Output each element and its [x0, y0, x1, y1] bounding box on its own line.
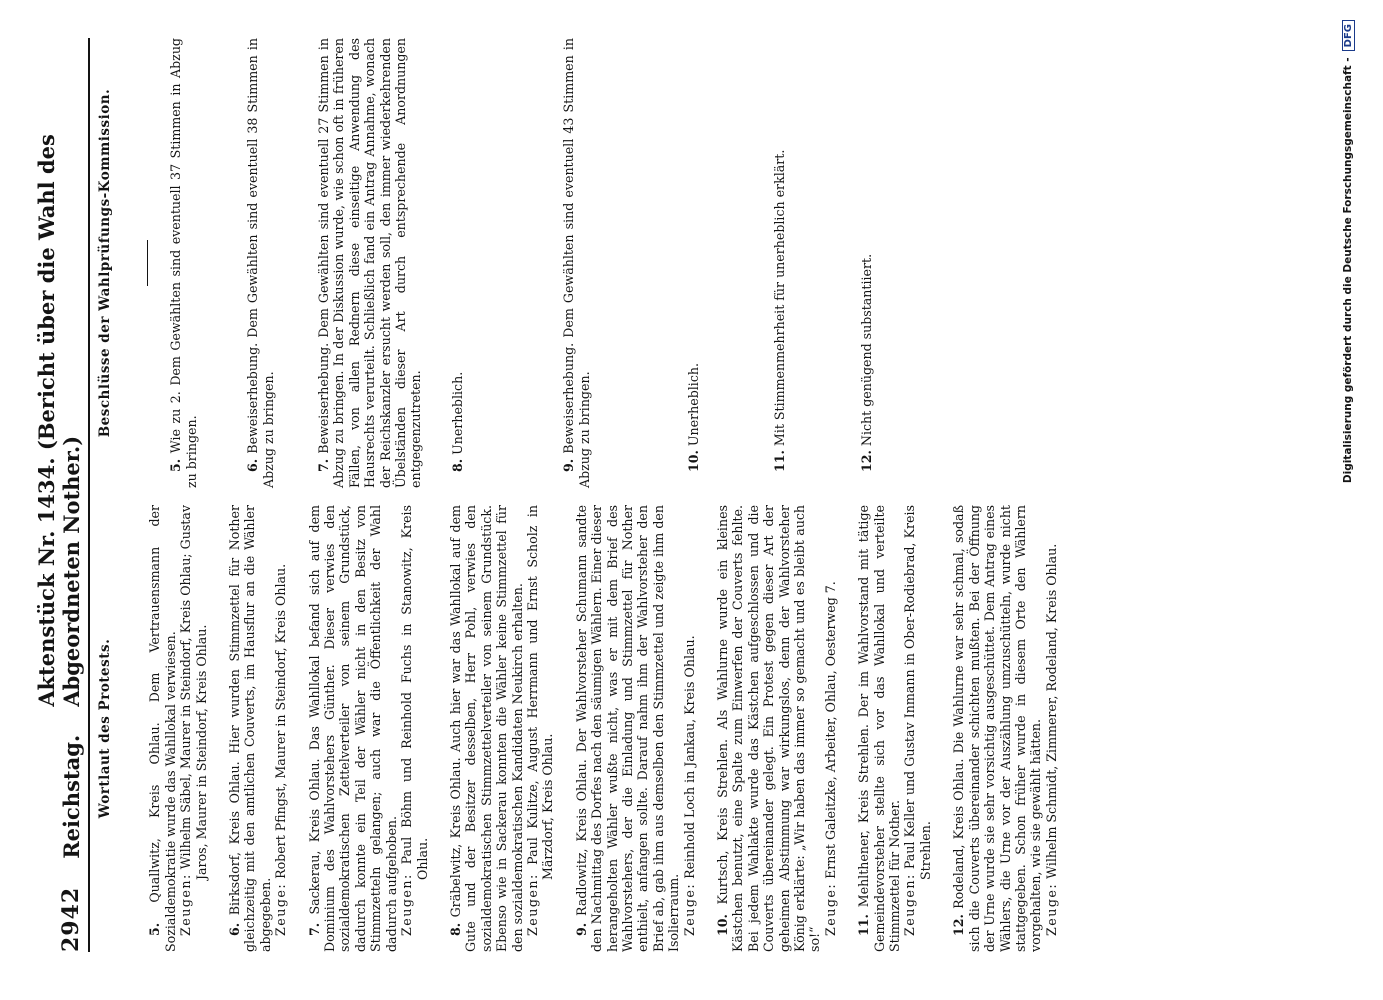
- witnesses-line: [273, 505, 288, 936]
- commission-decision: [316, 38, 424, 488]
- entry-number: 9.: [573, 922, 589, 936]
- funding-note: Digitalisierung gefördert durch die Deutsche Forschungsgemeinschaft -: [1342, 57, 1354, 484]
- protest-entry: [448, 505, 556, 952]
- commission-decision: [772, 38, 787, 488]
- dfg-logo-badge: DFG: [1342, 20, 1355, 51]
- witnesses-label: Zeugen:: [399, 873, 415, 936]
- commission-decision: [168, 38, 199, 488]
- witnesses-label: Zeugen:: [902, 873, 918, 936]
- witnesses-line: [902, 505, 933, 936]
- witnesses-line: [399, 505, 430, 936]
- page-number: 2942: [58, 886, 84, 952]
- witnesses-names: Ernst Galeitzke, Arbeiter, Ohlau, Oesterweg 7.: [822, 581, 838, 879]
- entry-text: Radlowitz, Kreis Ohlau. Der Wahlvorsteher Schumann sandte den Nachmittag des Dorfes nach den säumigen Wählern. Einer dieser herangeholten Wähler wußte nicht, was er mit dem Brief des Wahlvorstehers, der die Einladung und Stimmzettel für Nother enthielt, anfangen sollte. Darauf nahm ihm der Wahlvorsteher den Brief ab, gab ihm aus demselben den Stimmzettel und zeigte ihm den Isolierraum.: [573, 505, 682, 952]
- commission-decision: [450, 38, 465, 488]
- decision-text: Beweiserhebung. Dem Gewählten sind eventuell 38 Stimmen in Abzug zu bringen.: [245, 38, 276, 488]
- entry-text: Birksdorf, Kreis Ohlau. Hier wurden Stimmzettel für Nother gleichzeitig mit den amtlichen Couverts, im Hausflur an die Wähler abgegeben.: [227, 505, 273, 952]
- decision-number: 6.: [245, 458, 261, 472]
- witnesses-label: Zeuge:: [273, 882, 289, 936]
- witnesses-line: [823, 505, 838, 936]
- entry-text: Quallwitz, Kreis Ohlau. Dem Vertrauensmann der Sozialdemokratie wurde das Wahllokal verwiesen.: [147, 505, 178, 952]
- commission-column-heading: Beschlüsse der Wahlprüfungs-Kommission.: [97, 88, 113, 438]
- commission-decisions: [168, 38, 874, 488]
- entry-number: 12.: [951, 914, 967, 936]
- protest-entry: [951, 505, 1059, 952]
- witnesses-line: [682, 505, 697, 936]
- commission-decision: [859, 38, 874, 488]
- entry-number: 7.: [306, 922, 322, 936]
- witnesses-line: [178, 505, 209, 936]
- witnesses-line: [525, 505, 556, 936]
- witnesses-label: Zeugen:: [524, 873, 540, 936]
- page-header: [34, 38, 90, 952]
- witnesses-line: [1044, 505, 1059, 936]
- protest-entry: [715, 505, 838, 952]
- witnesses-names: Wilhelm Säbel, Maurer in Steindorf, Kreis Ohlau; Gustav Jaros, Maurer in Steindorf, Kreis Ohlau.: [178, 505, 209, 880]
- decision-text: Unerheblich.: [449, 371, 465, 455]
- witnesses-label: Zeuge:: [1043, 882, 1059, 936]
- witnesses-label: Zeugen:: [178, 873, 194, 936]
- decision-number: 8.: [449, 458, 465, 472]
- decision-text: Beweiserhebung. Dem Gewählten sind eventuell 43 Stimmen in Abzug zu bringen.: [561, 38, 592, 488]
- header-right-title: Aktenstück Nr. 1434. (Bericht über die Wahl des Abgeordneten Nother.): [34, 134, 84, 707]
- decision-number: 9.: [561, 458, 577, 472]
- witnesses-names: Reinhold Loch in Jankau, Kreis Ohlau.: [681, 635, 697, 879]
- decision-number: 7.: [316, 458, 332, 472]
- decision-text: Mit Stimmenmehrheit für unerheblich erklärt.: [771, 149, 787, 447]
- protest-column: [92, 505, 1059, 952]
- decision-number: 11.: [771, 450, 787, 472]
- decision-text: Nicht genügend substantiiert.: [858, 253, 874, 447]
- decision-text: Beweiserhebung. Dem Gewählten sind eventuell 27 Stimmen in Abzug zu bringen. In der Diskussion wurde, wie schon oft in früheren Fällen, von allen Rednern diese einseitige Anwendung des Hausrechts verurteilt. Schließlich fand ein Antrag Annahme, wonach der Reichskanzler ersucht werden soll, den immer wiederkehrenden Übelständen dieser Art durch entsprechende Anordnungen entgegenzutreten.: [316, 38, 424, 488]
- entry-number: 5.: [147, 922, 163, 936]
- decision-text: Wie zu 2. Dem Gewählten sind eventuell 37 Stimmen in Abzug zu bringen.: [168, 38, 199, 488]
- commission-decision: [245, 38, 276, 488]
- decision-number: 5.: [168, 458, 184, 472]
- witnesses-names: Wilhelm Schmidt, Zimmerer, Rodeland, Kreis Ohlau.: [1043, 543, 1059, 879]
- entry-number: 11.: [856, 914, 872, 936]
- protest-entry: [307, 505, 430, 952]
- commission-decision: [686, 38, 701, 488]
- entry-text: Gräbelwitz, Kreis Ohlau. Auch hier war das Wahllokal auf dem Gute und der Besitzer desselben, Herr Pohl, verwies den sozialdemokratischen Stimmzettelverteiler von seinem Grundstück. Ebenso wie in Sackerau konnten die Wähler keine Stimmzettel für den sozialdemokratischen Kandidaten Neukirch erhalten.: [447, 505, 525, 952]
- witnesses-names: Robert Pfingst, Maurer in Steindorf, Kreis Ohlau.: [273, 563, 289, 879]
- entry-text: Mehlthener, Kreis Strehlen. Der im Wahlvorstand mit tätige Gemeindevorsteher stellte sich vor das Wahllokal und verteilte Stimmzettel für Nother.: [856, 505, 903, 952]
- decision-text: Unerheblich.: [686, 363, 702, 447]
- entry-text: Sackerau, Kreis Ohlau. Das Wahllokal befand sich auf dem Dominium des Wahlvorstehers Günther. Dieser verwies den sozialdemokratischen Zettelverteiler von seinem Grundstück, dadurch konnte ein Teil der Wähler nicht in den Besitz von Stimmzetteln gelangen; auch war die Öffentlichkeit der Wahl dadurch aufgehoben.: [306, 505, 399, 952]
- protest-entry: [227, 505, 289, 952]
- witnesses-names: Paul Kulitze, August Herrmann und Ernst Scholz in Märzdorf, Kreis Ohlau.: [524, 505, 556, 880]
- commission-decision: [561, 38, 592, 488]
- heading-rule: [147, 240, 148, 286]
- witnesses-label: Zeuge:: [822, 882, 838, 936]
- protest-column-heading: Wortlaut des Protests.: [97, 638, 113, 819]
- witnesses-names: Paul Böhm und Reinhold Fuchs in Stanowitz, Kreis Ohlau.: [399, 505, 430, 880]
- commission-column: [92, 38, 874, 488]
- entry-number: 6.: [227, 922, 243, 936]
- decision-number: 12.: [858, 450, 874, 472]
- entry-text: Rodeland, Kreis Ohlau. Die Wahlurne war sehr schmal, sodaß sich die Couverts übereinander schichten mußten. Bei der Öffnung der Urne wurde sie sehr vorsichtig ausgeschüttet. Dem Antrag eines Wählers, die Urne vor der Auszählung umzuschütteln, wurde nicht stattgegeben. Schon früher wurde in diesem Orte den Wählern vorgehalten, wie sie gewählt hätten.: [951, 505, 1044, 952]
- header-left-title: Reichstag.: [59, 734, 84, 859]
- witnesses-names: Paul Keller und Gustav Inmann in Ober-Rodiebrad, Kreis Strehlen.: [902, 505, 933, 880]
- witnesses-label: Zeuge:: [681, 882, 697, 936]
- entry-text: Kurtsch, Kreis Strehlen. Als Wahlurne wurde ein kleines Kästchen benutzt, eine Spalte zum Einwerfen der Couverts fehlte. Bei jedem Wahlakte wurde das Kästchen aufgeschlossen und die Couverts übereinander gelegt. Ein Protest gegen dieser Art der geheimen Abstimmung war wirkungslos, denn der Wahlvorsteher König erklärte: „Wir haben das immer so gemacht und es bleibt auch so!“: [715, 505, 823, 952]
- protest-entries: [147, 505, 1059, 952]
- entry-number: 8.: [447, 922, 463, 936]
- protest-entry: [574, 505, 697, 952]
- protest-entry: [147, 505, 209, 952]
- protest-entry: [856, 505, 933, 952]
- digitization-footer: [1338, 20, 1358, 980]
- entry-number: 10.: [715, 914, 730, 936]
- decision-number: 10.: [686, 450, 702, 472]
